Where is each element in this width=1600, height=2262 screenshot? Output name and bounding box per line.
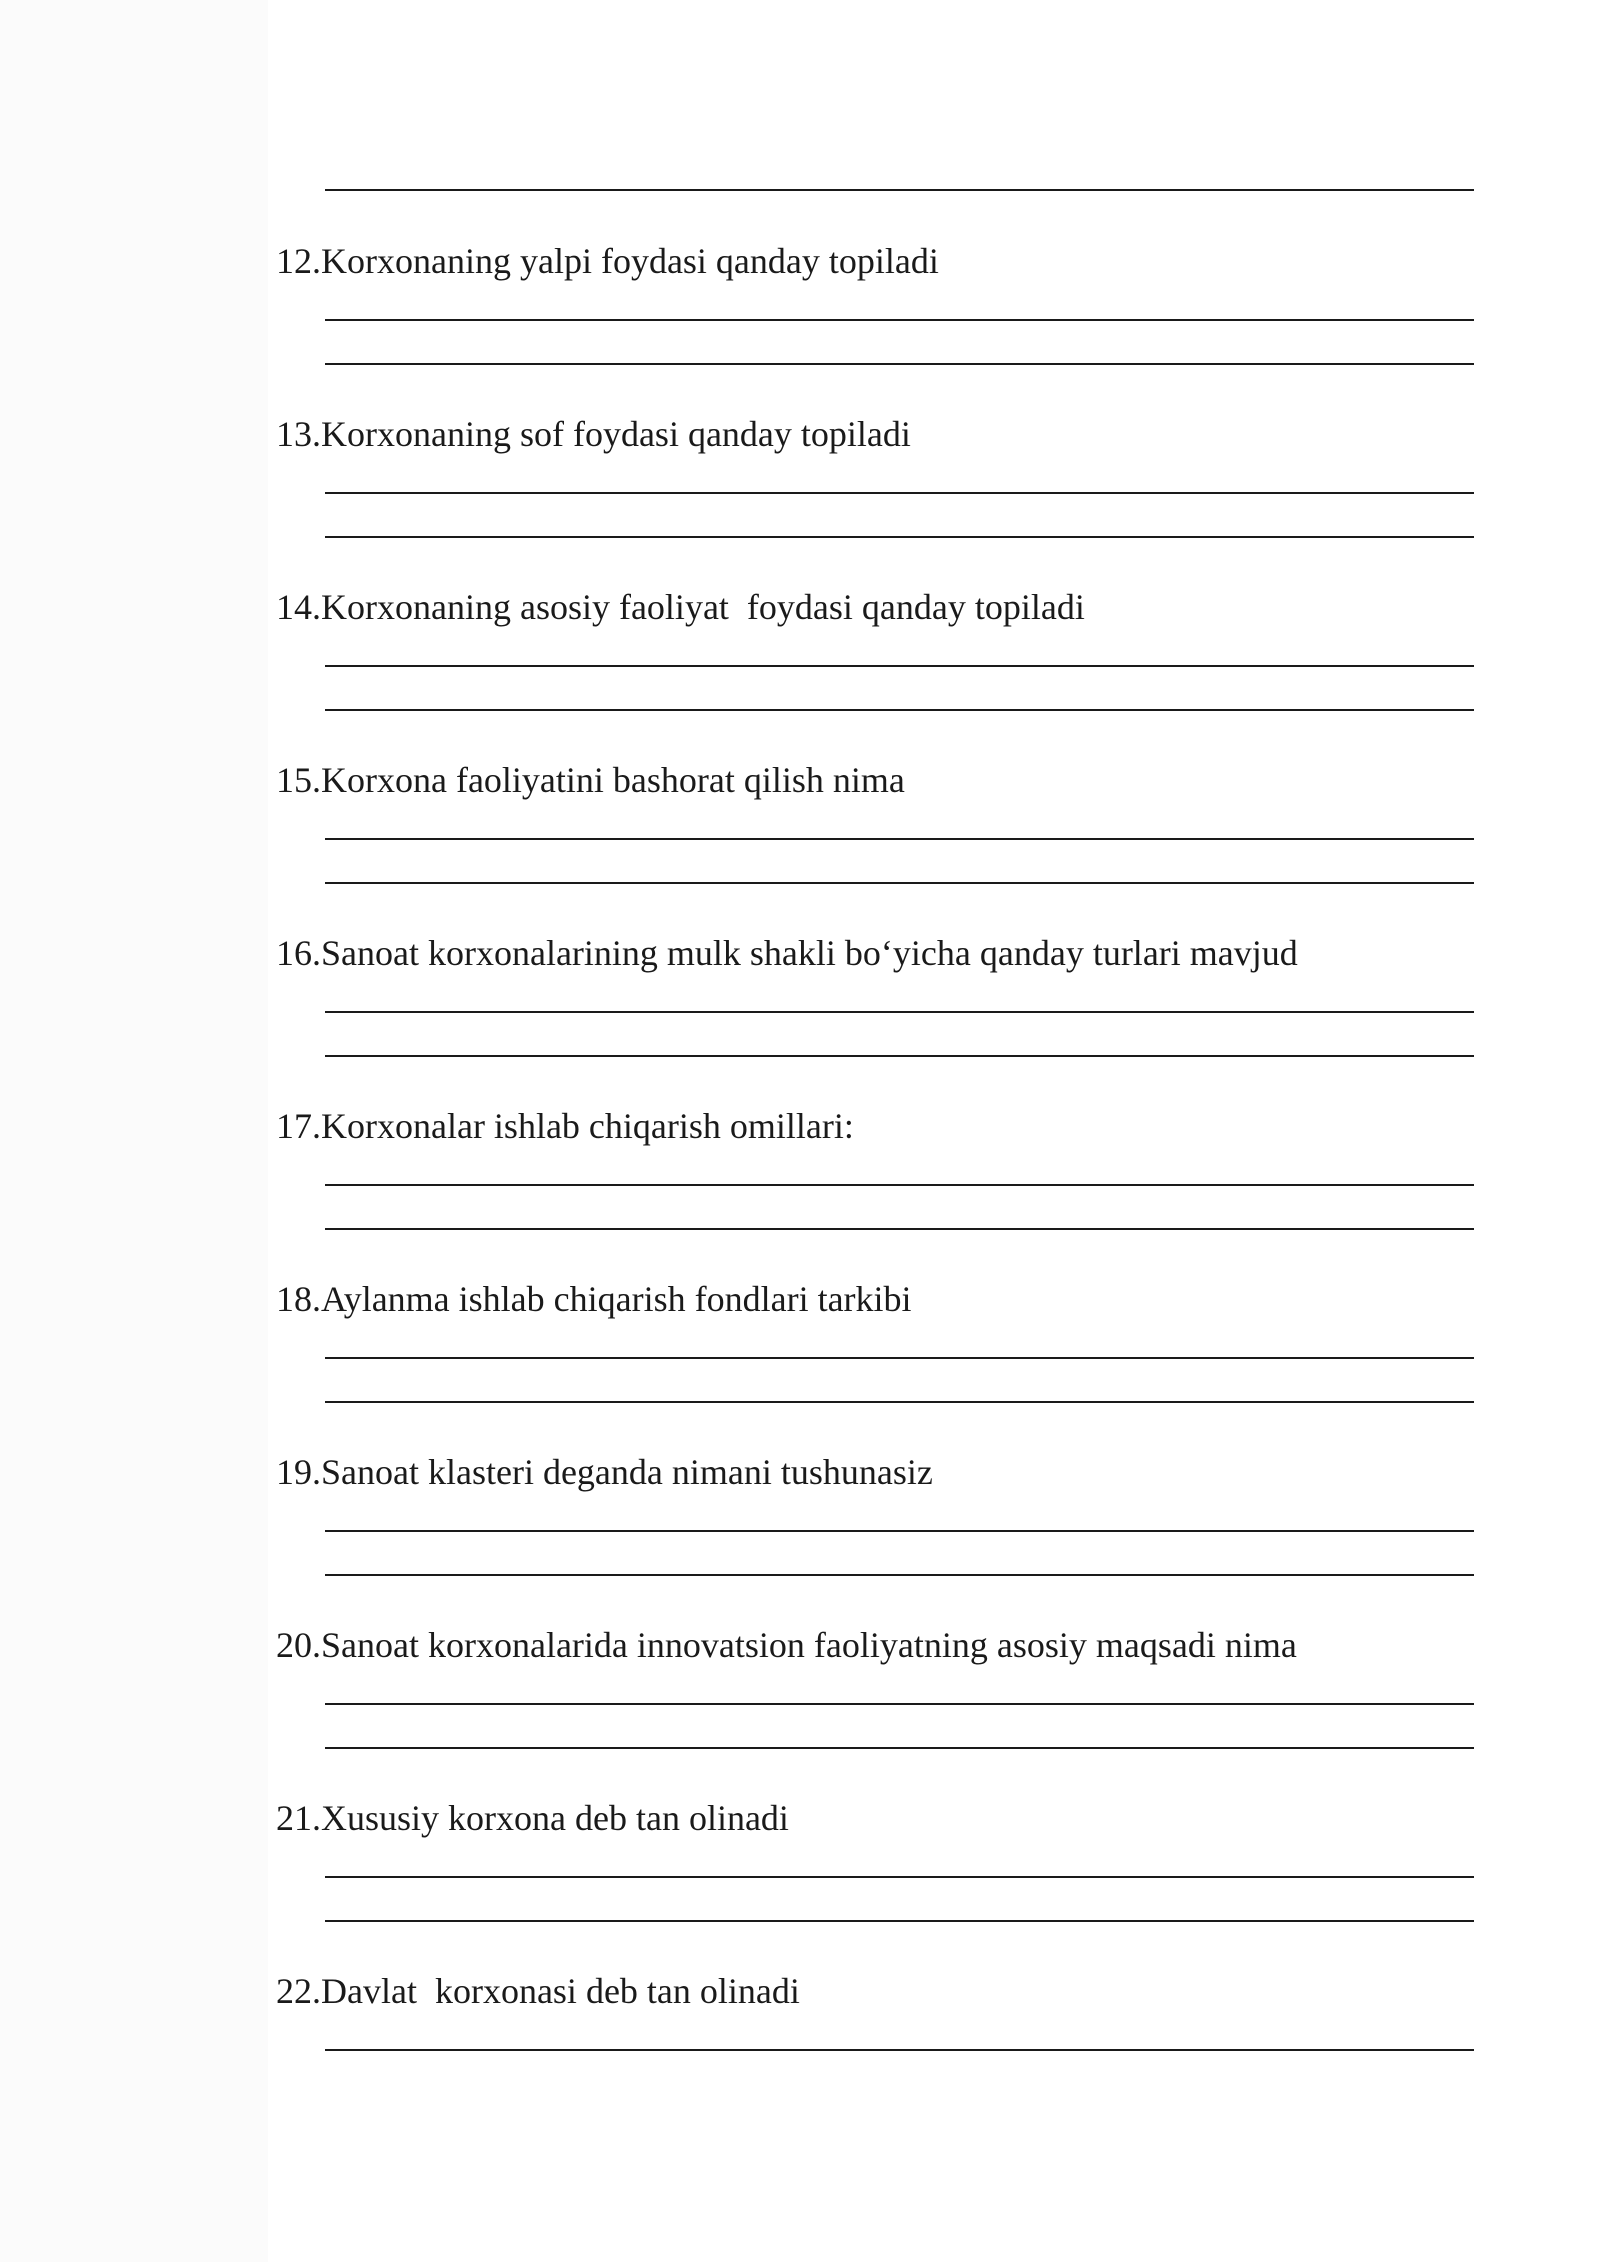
question-21	[276, 1796, 789, 1840]
answer-line	[325, 363, 1474, 365]
answer-line	[325, 1228, 1474, 1230]
question-number: 15.	[276, 760, 321, 800]
answer-line	[325, 1357, 1474, 1359]
question-14	[276, 585, 1085, 629]
answer-line	[325, 1530, 1474, 1532]
question-number: 14.	[276, 587, 321, 627]
answer-line-top	[325, 189, 1474, 191]
question-17	[276, 1104, 854, 1148]
question-text: Korxonalar ishlab chiqarish omillari:	[321, 1106, 854, 1146]
question-20	[276, 1623, 1297, 1667]
question-text: Sanoat korxonalarining mulk shakli bo‘yicha qanday turlari mavjud	[321, 933, 1298, 973]
question-text: Korxona faoliyatini bashorat qilish nima	[321, 760, 905, 800]
question-number: 20.	[276, 1625, 321, 1665]
question-15	[276, 758, 905, 802]
question-number: 12.	[276, 241, 321, 281]
question-text: Korxonaning asosiy faoliyat foydasi qanday topiladi	[321, 587, 1085, 627]
answer-line	[325, 1574, 1474, 1576]
question-number: 18.	[276, 1279, 321, 1319]
question-text: Korxonaning sof foydasi qanday topiladi	[321, 414, 911, 454]
question-16	[276, 931, 1298, 975]
answer-line	[325, 1401, 1474, 1403]
question-18	[276, 1277, 912, 1321]
question-text: Sanoat klasteri deganda nimani tushunasiz	[321, 1452, 933, 1492]
question-22	[276, 1969, 800, 2013]
question-13	[276, 412, 911, 456]
question-number: 22.	[276, 1971, 321, 2011]
question-text: Aylanma ishlab chiqarish fondlari tarkibi	[321, 1279, 912, 1319]
question-number: 17.	[276, 1106, 321, 1146]
answer-line	[325, 1184, 1474, 1186]
question-12	[276, 239, 939, 283]
answer-line	[325, 709, 1474, 711]
page-margin-shade	[0, 0, 268, 2262]
question-text: Davlat korxonasi deb tan olinadi	[321, 1971, 800, 2011]
answer-line	[325, 1747, 1474, 1749]
answer-line	[325, 492, 1474, 494]
answer-line	[325, 665, 1474, 667]
answer-line	[325, 1920, 1474, 1922]
answer-line	[325, 1876, 1474, 1878]
question-text: Xususiy korxona deb tan olinadi	[321, 1798, 789, 1838]
question-19	[276, 1450, 933, 1494]
question-number: 21.	[276, 1798, 321, 1838]
answer-line	[325, 2049, 1474, 2051]
answer-line	[325, 838, 1474, 840]
answer-line	[325, 319, 1474, 321]
question-number: 19.	[276, 1452, 321, 1492]
question-number: 13.	[276, 414, 321, 454]
answer-line	[325, 882, 1474, 884]
question-text: Sanoat korxonalarida innovatsion faoliyatning asosiy maqsadi nima	[321, 1625, 1297, 1665]
answer-line	[325, 1055, 1474, 1057]
answer-line	[325, 1011, 1474, 1013]
answer-line	[325, 536, 1474, 538]
answer-line	[325, 1703, 1474, 1705]
question-text: Korxonaning yalpi foydasi qanday topiladi	[321, 241, 939, 281]
question-number: 16.	[276, 933, 321, 973]
